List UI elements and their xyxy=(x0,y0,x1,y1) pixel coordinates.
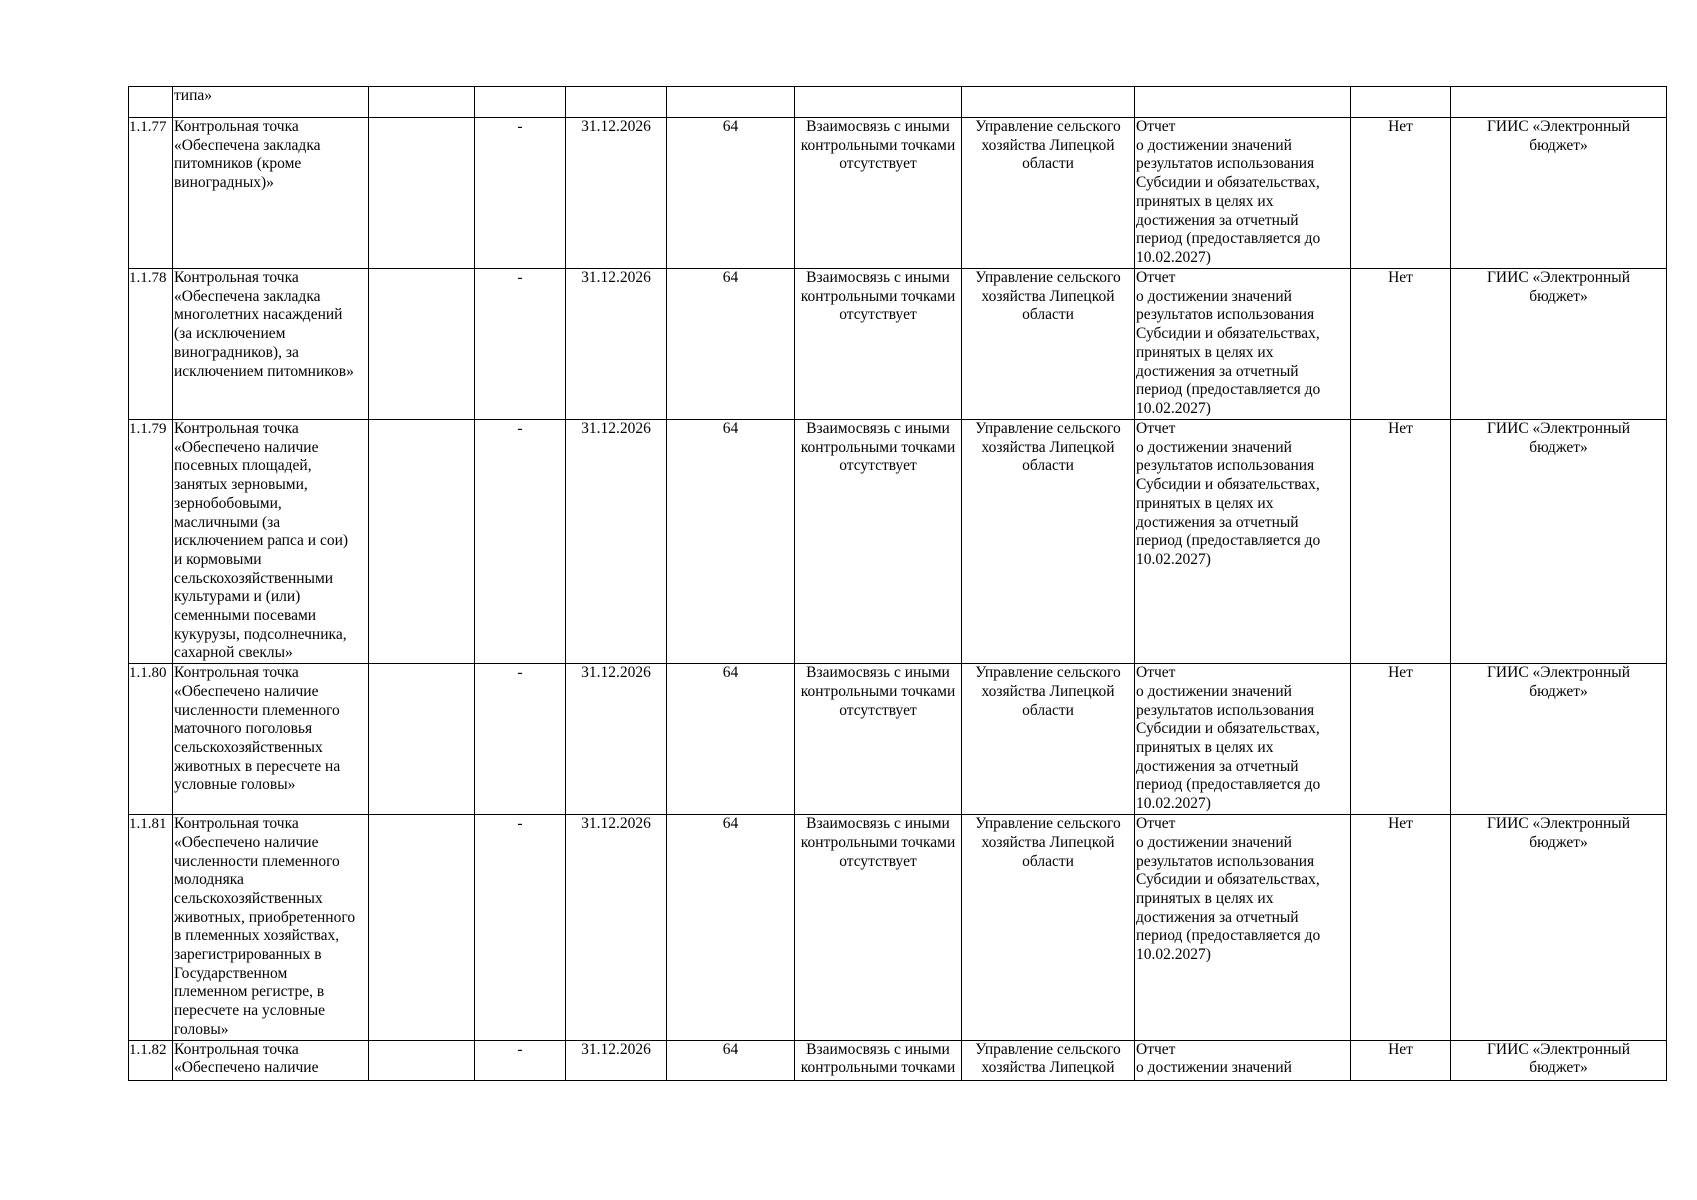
cell-empty xyxy=(566,87,667,118)
table-row xyxy=(129,87,1667,118)
cell-flag: Нет xyxy=(1351,269,1451,420)
cell-name: Контрольная точка «Обеспечено наличие посевных площадей, занятых зерновыми, зернобобовыми, масличными (за исключением рапса и сои) и кормовыми сельскохозяйственными культурами и (или) семенными посевами кукурузы, подсолнечника, сахарной свеклы» xyxy=(173,420,369,664)
cell-dash: - xyxy=(475,269,566,420)
cell-name: типа» xyxy=(173,87,369,118)
cell-flag: Нет xyxy=(1351,815,1451,1040)
cell-num: 1.1.79 xyxy=(129,420,173,664)
cell-empty xyxy=(667,87,795,118)
cell-dash: - xyxy=(475,118,566,269)
cell-empty xyxy=(369,269,475,420)
cell-name: Контрольная точка «Обеспечено наличие xyxy=(173,1040,369,1080)
cell-org: Управление сельского хозяйства Липецкой области xyxy=(962,420,1135,664)
cell-date: 31.12.2026 xyxy=(566,420,667,664)
cell-empty xyxy=(962,87,1135,118)
cell-report: Отчет о достижении значений результатов использования Субсидии и обязательствах, принятых в целях их достижения за отчетный период (предоставляется до 10.02.2027) xyxy=(1135,664,1351,815)
cell-empty xyxy=(1451,87,1667,118)
cell-system: ГИИС «Электронный бюджет» xyxy=(1451,269,1667,420)
cell-dash: - xyxy=(475,815,566,1040)
cell-code: 64 xyxy=(667,269,795,420)
cell-org: Управление сельского хозяйства Липецкой области xyxy=(962,269,1135,420)
cell-num: 1.1.82 xyxy=(129,1040,173,1080)
cell-date: 31.12.2026 xyxy=(566,1040,667,1080)
cell-system: ГИИС «Электронный бюджет» xyxy=(1451,420,1667,664)
cell-relation: Взаимосвязь с иными контрольными точками отсутствует xyxy=(795,269,962,420)
cell-code: 64 xyxy=(667,420,795,664)
cell-empty xyxy=(475,87,566,118)
cell-report: Отчет о достижении значений результатов использования Субсидии и обязательствах, принятых в целях их достижения за отчетный период (предоставляется до 10.02.2027) xyxy=(1135,420,1351,664)
cell-date: 31.12.2026 xyxy=(566,269,667,420)
cell-dash: - xyxy=(475,420,566,664)
cell-empty xyxy=(795,87,962,118)
cell-flag: Нет xyxy=(1351,1040,1451,1080)
cell-report: Отчет о достижении значений результатов использования Субсидии и обязательствах, принятых в целях их достижения за отчетный период (предоставляется до 10.02.2027) xyxy=(1135,118,1351,269)
cell-relation: Взаимосвязь с иными контрольными точками отсутствует xyxy=(795,420,962,664)
table-row xyxy=(129,664,1667,815)
cell-code: 64 xyxy=(667,1040,795,1080)
table-row xyxy=(129,118,1667,269)
cell-relation: Взаимосвязь с иными контрольными точками отсутствует xyxy=(795,118,962,269)
cell-num: 1.1.81 xyxy=(129,815,173,1040)
cell-date: 31.12.2026 xyxy=(566,664,667,815)
cell-empty xyxy=(369,420,475,664)
cell-empty xyxy=(369,87,475,118)
cell-date: 31.12.2026 xyxy=(566,815,667,1040)
cell-dash: - xyxy=(475,664,566,815)
cell-org: Управление сельского хозяйства Липецкой xyxy=(962,1040,1135,1080)
cell-relation: Взаимосвязь с иными контрольными точками xyxy=(795,1040,962,1080)
table-row xyxy=(129,1040,1667,1080)
cell-relation: Взаимосвязь с иными контрольными точками отсутствует xyxy=(795,664,962,815)
cell-system: ГИИС «Электронный бюджет» xyxy=(1451,815,1667,1040)
table-row xyxy=(129,420,1667,664)
cell-report: Отчет о достижении значений xyxy=(1135,1040,1351,1080)
cell-num: 1.1.78 xyxy=(129,269,173,420)
cell-org: Управление сельского хозяйства Липецкой области xyxy=(962,815,1135,1040)
cell-system: ГИИС «Электронный бюджет» xyxy=(1451,664,1667,815)
cell-num: 1.1.77 xyxy=(129,118,173,269)
cell-flag: Нет xyxy=(1351,664,1451,815)
cell-code: 64 xyxy=(667,664,795,815)
cell-org: Управление сельского хозяйства Липецкой области xyxy=(962,664,1135,815)
cell-name: Контрольная точка «Обеспечено наличие численности племенного маточного поголовья сельскохозяйственных животных в пересчете на условные головы» xyxy=(173,664,369,815)
cell-empty xyxy=(369,664,475,815)
cell-name: Контрольная точка «Обеспечена закладка питомников (кроме виноградных)» xyxy=(173,118,369,269)
cell-empty xyxy=(369,118,475,269)
cell-name: Контрольная точка «Обеспечена закладка многолетних насаждений (за исключением виноградников), за исключением питомников» xyxy=(173,269,369,420)
cell-empty xyxy=(1351,87,1451,118)
cell-num: 1.1.80 xyxy=(129,664,173,815)
cell-report: Отчет о достижении значений результатов использования Субсидии и обязательствах, принятых в целях их достижения за отчетный период (предоставляется до 10.02.2027) xyxy=(1135,269,1351,420)
cell-org: Управление сельского хозяйства Липецкой области xyxy=(962,118,1135,269)
cell-code: 64 xyxy=(667,118,795,269)
cell-num xyxy=(129,87,173,118)
cell-system: ГИИС «Электронный бюджет» xyxy=(1451,118,1667,269)
cell-flag: Нет xyxy=(1351,420,1451,664)
cell-system: ГИИС «Электронный бюджет» xyxy=(1451,1040,1667,1080)
cell-relation: Взаимосвязь с иными контрольными точками отсутствует xyxy=(795,815,962,1040)
cell-code: 64 xyxy=(667,815,795,1040)
control-points-table xyxy=(128,86,1667,1081)
cell-flag: Нет xyxy=(1351,118,1451,269)
table-row xyxy=(129,815,1667,1040)
cell-empty xyxy=(369,815,475,1040)
cell-name: Контрольная точка «Обеспечено наличие численности племенного молодняка сельскохозяйственных животных, приобретенного в племенных хозяйствах, зарегистрированных в Государственном племенном регистре, в пересчете на условные головы» xyxy=(173,815,369,1040)
cell-report: Отчет о достижении значений результатов использования Субсидии и обязательствах, принятых в целях их достижения за отчетный период (предоставляется до 10.02.2027) xyxy=(1135,815,1351,1040)
cell-date: 31.12.2026 xyxy=(566,118,667,269)
cell-empty xyxy=(369,1040,475,1080)
table-row xyxy=(129,269,1667,420)
cell-empty xyxy=(1135,87,1351,118)
cell-dash: - xyxy=(475,1040,566,1080)
